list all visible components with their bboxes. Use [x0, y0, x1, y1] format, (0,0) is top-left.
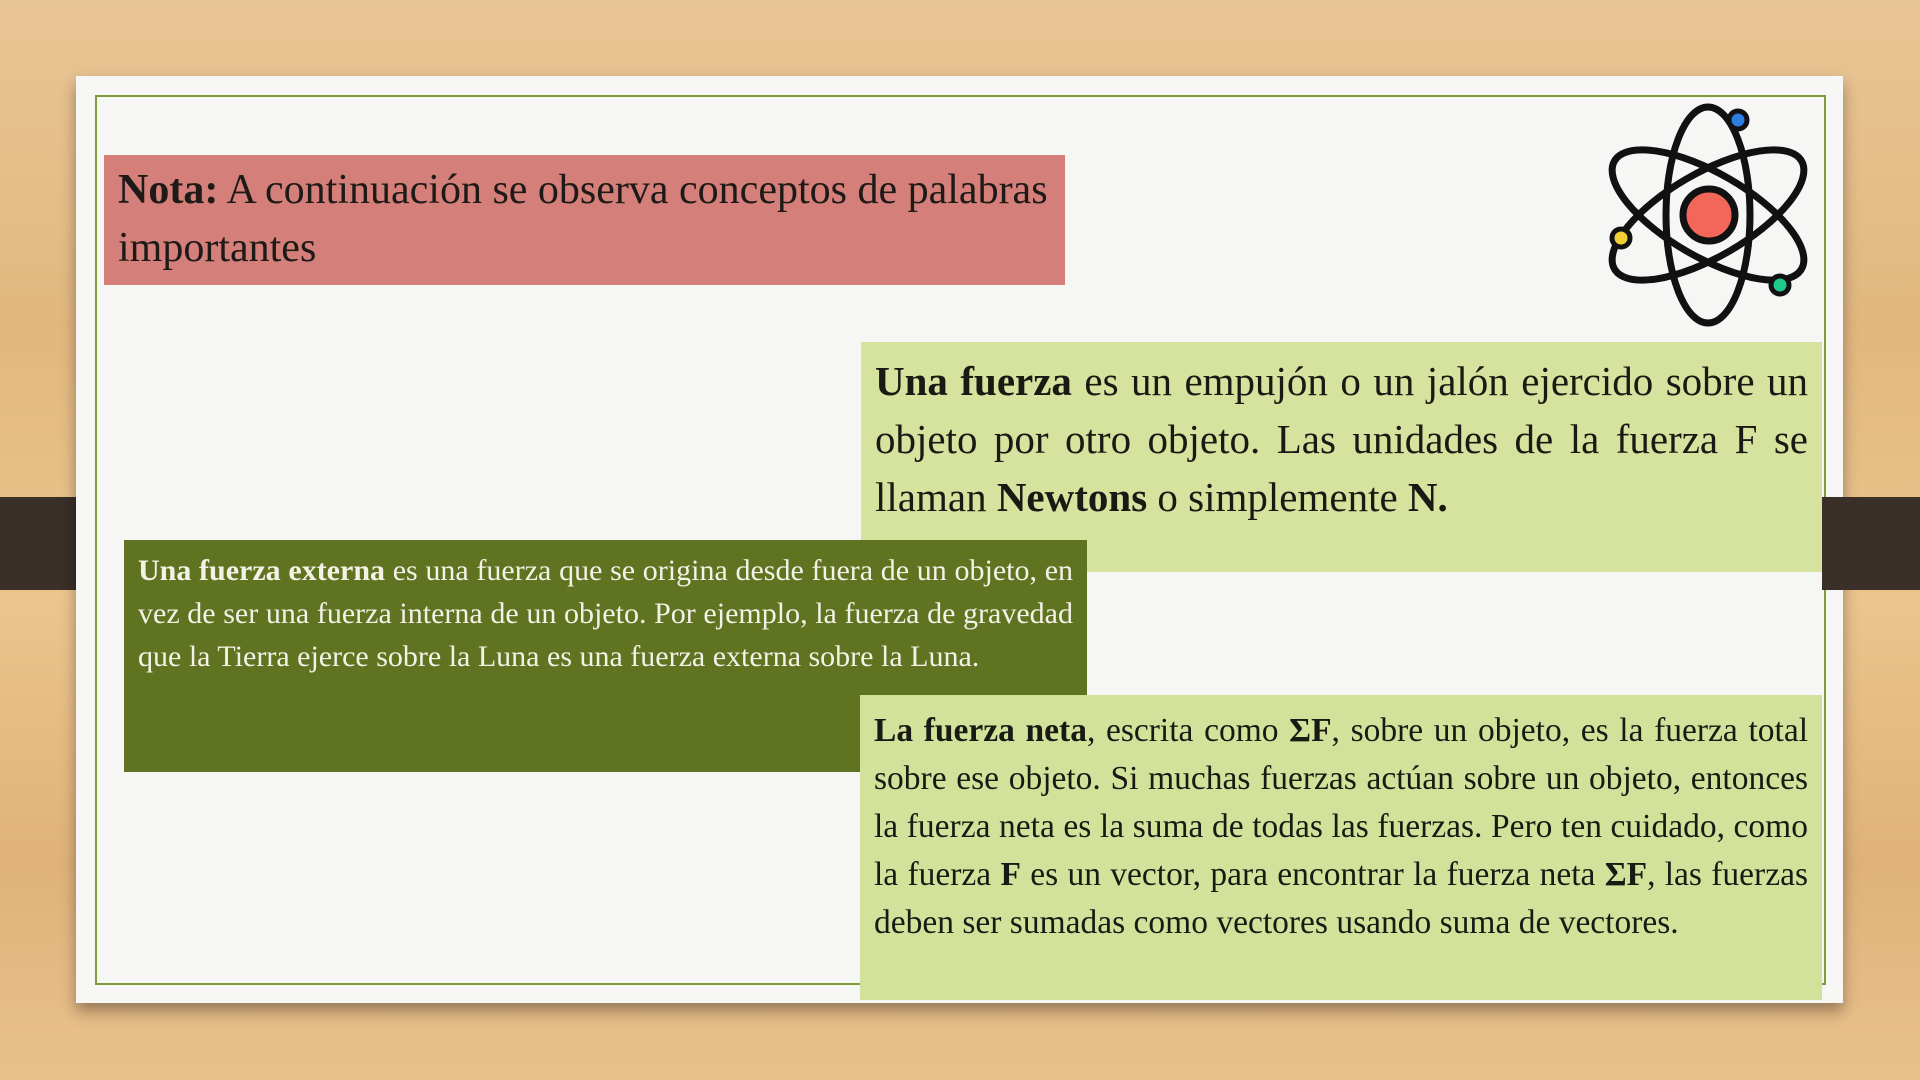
- sigma-f-1: ΣF: [1289, 712, 1332, 749]
- net-force-text-3: es un vector, para encontrar la fuerza neta: [1020, 856, 1605, 893]
- note-box: [104, 155, 1065, 285]
- external-force-term: Una fuerza externa: [138, 554, 386, 587]
- note-label: Nota:: [118, 167, 219, 213]
- net-force-text-1: , escrita como: [1086, 712, 1290, 749]
- net-force-term: La fuerza neta: [874, 712, 1087, 749]
- right-strap: [1822, 497, 1920, 590]
- net-force-box: [860, 695, 1822, 1000]
- atom-icon: [1598, 98, 1818, 332]
- n-term: N.: [1407, 474, 1448, 520]
- force-text-2: o simplemente: [1147, 474, 1408, 520]
- force-text: es un empujón o un jalón ejercido sobre un objeto por otro objeto. Las unidades de la fuerza F se llaman: [875, 358, 1808, 520]
- note-text: A continuación se observa conceptos de palabras importantes: [118, 167, 1048, 271]
- force-definition-box: [861, 342, 1822, 572]
- f-term: F: [1000, 856, 1021, 893]
- external-force-text: es una fuerza que se origina desde fuera de un objeto, en vez de ser una fuerza interna de un objeto. Por ejemplo, la fuerza de gravedad que la Tierra ejerce sobre la Luna es una fuerza externa sobre la Luna.: [138, 554, 1074, 673]
- newtons-term: Newtons: [996, 474, 1148, 520]
- net-force-text-2: , sobre un objeto, es la fuerza total sobre ese objeto. Si muchas fuerzas actúan sobre un objeto, entonces la fuerza neta es la suma de todas las fuerzas. Pero ten cuidado, como la fuerza: [874, 712, 1808, 893]
- net-force-text-4: , las fuerzas deben ser sumadas como vectores usando suma de vectores.: [874, 856, 1808, 941]
- sigma-f-2: ΣF: [1604, 856, 1648, 893]
- force-term: Una fuerza: [875, 358, 1072, 404]
